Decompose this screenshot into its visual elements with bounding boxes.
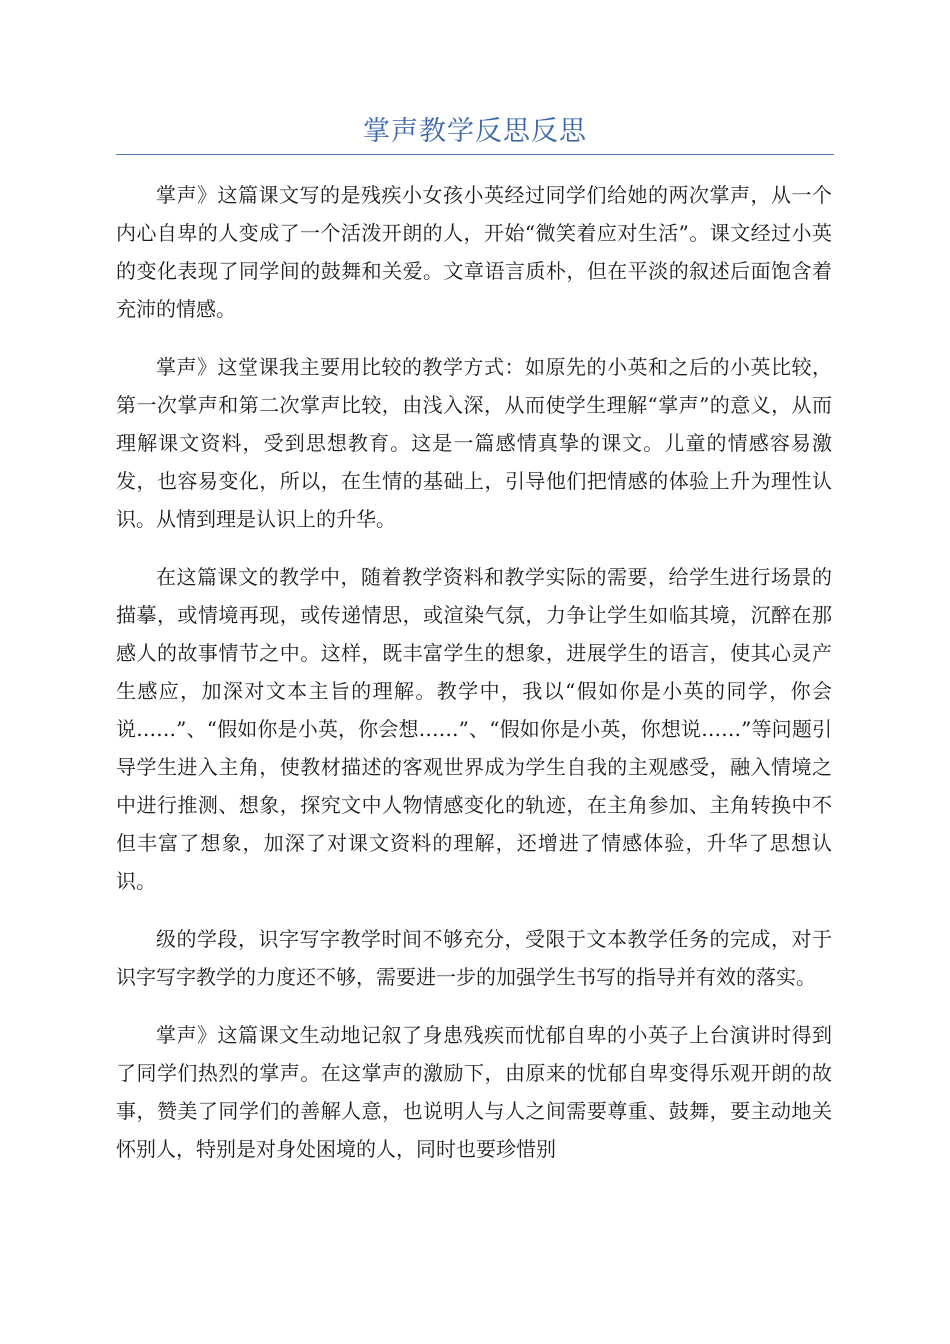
paragraph-1: 掌声》这篇课文写的是残疾小女孩小英经过同学们给她的两次掌声，从一个内心自卑的人变成了一个活泼开朗的人，开始“微笑着应对生活”。课文经过小英的变化表现了同学间的鼓舞和关爱。文章语言质朴，但在平淡的叙述后面饱含着充沛的情感。 <box>116 183 832 321</box>
document-title: 掌声教学反思反思 <box>363 116 587 147</box>
document-body <box>116 176 832 1188</box>
paragraph-2: 掌声》这堂课我主要用比较的教学方式：如原先的小英和之后的小英比较，第一次掌声和第二次掌声比较，由浅入深，从而使学生理解“掌声”的意义，从而理解课文资料，受到思想教育。这是一篇感情真挚的课文。儿童的情感容易激发，也容易变化，所以，在生情的基础上，引导他们把情感的体验上升为理性认识。从情到理是认识上的升华。 <box>116 355 832 531</box>
paragraph-3: 在这篇课文的教学中，随着教学资料和教学实际的需要，给学生进行场景的描摹，或情境再现，或传递情思，或渲染气氛，力争让学生如临其境，沉醉在那感人的故事情节之中。这样，既丰富学生的想象，进展学生的语言，使其心灵产生感应，加深对文本主旨的理解。教学中，我以“假如你是小英的同学，你会说……”、“假如你是小英，你会想……”、“假如你是小英，你想说……”等问题引导学生进入主角，使教材描述的客观世界成为学生自我的主观感受，融入情境之中进行推测、想象，探究文中人物情感变化的轨迹，在主角参加、主角转换中不但丰富了想象，加深了对课文资料的理解，还增进了情感体验，升华了思想认识。 <box>116 565 832 893</box>
paragraph-4: 级的学段，识字写字教学时间不够充分，受限于文本教学任务的完成，对于识字写字教学的力度还不够，需要进一步的加强学生书写的指导并有效的落实。 <box>116 927 832 989</box>
title-underline <box>116 154 834 155</box>
paragraph-5: 掌声》这篇课文生动地记叙了身患残疾而忧郁自卑的小英子上台演讲时得到了同学们热烈的掌声。在这掌声的激励下，由原来的忧郁自卑变得乐观开朗的故事，赞美了同学们的善解人意，也说明人与人之间需要尊重、鼓舞，要主动地关怀别人，特别是对身处困境的人，同时也要珍惜别 <box>116 1023 832 1161</box>
